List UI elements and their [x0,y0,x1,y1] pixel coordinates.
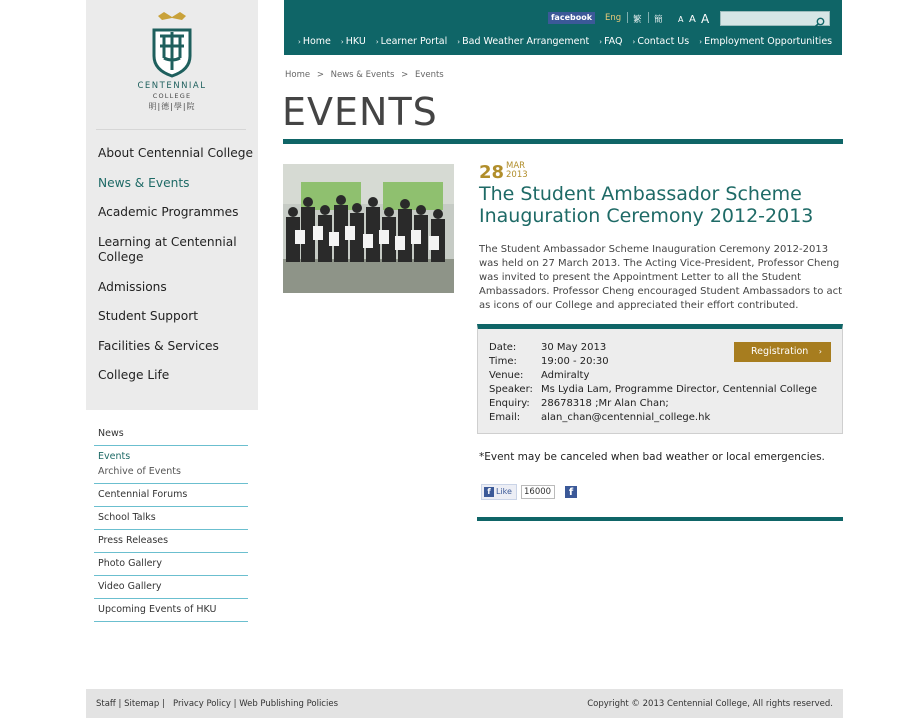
logo-chinese-name: 明|德|學|院 [148,102,196,111]
content-divider [477,517,843,521]
event-info-box [477,324,843,434]
sidebar-item-learning[interactable]: Learning at Centennial College [98,234,237,264]
subnav-school-talks[interactable]: School Talks [94,507,248,530]
breadcrumb-current: Events [414,70,444,80]
detail-speaker: Speaker: Ms Lydia Lam, Programme Director, Centennial College [489,384,818,395]
registration-button[interactable]: Registration › [734,342,831,362]
topnav-faq[interactable]: › FAQ [599,36,623,47]
sidebar-item-news-events[interactable]: News & Events [98,175,190,190]
event-month-year [506,162,528,180]
subnav-news[interactable]: News [94,423,248,446]
facebook-share-icon[interactable]: f [565,486,577,498]
facebook-icon: f [484,487,494,497]
footer-web-publishing-policies[interactable]: Web Publishing Policies [239,699,339,709]
subnav-events[interactable]: Events [98,451,131,462]
divider [96,129,246,130]
subnav-photo-gallery[interactable]: Photo Gallery [94,553,248,576]
divider [627,12,628,23]
subnav-centennial-forums[interactable]: Centennial Forums [94,484,248,507]
like-count: 16000 [521,485,555,499]
event-title: The Student Ambassador Scheme Inauguration Ceremony 2012-2013 [479,183,814,227]
sidebar-item-student-support[interactable]: Student Support [98,309,199,323]
footer [86,689,843,718]
sidebar [86,0,258,410]
lang-simplified-chinese[interactable]: 簡 [654,15,663,25]
search-input[interactable] [720,11,830,26]
topnav-employment[interactable]: › Employment Opportunities [699,36,833,47]
detail-enquiry: Enquiry: 28678318 ;Mr Alan Chan; [489,398,669,409]
detail-email: Email: alan_chan@centennial_college.hk [489,412,711,423]
detail-venue: Venue: Admiralty [489,370,590,381]
topnav-contact-us[interactable]: › Contact Us [632,36,690,47]
lang-english[interactable]: Eng [605,13,622,23]
footer-staff[interactable]: Staff [96,699,116,709]
sidebar-item-about[interactable]: About Centennial College [98,146,253,160]
topnav-bad-weather[interactable]: › Bad Weather Arrangement [457,36,590,47]
search-icon[interactable] [814,13,825,24]
top-bar [284,0,842,55]
event-photo [283,164,454,293]
logo-name: CENTENNIAL [137,81,207,91]
copyright: Copyright © 2013 Centennial College, All rights reserved. [587,699,833,709]
footer-sitemap[interactable]: Sitemap [124,699,160,709]
font-size-small[interactable]: A [678,15,684,24]
logo-sub: COLLEGE [152,92,192,100]
page-title: EVENTS [282,90,438,134]
footer-links: Staff | Sitemap | Privacy Policy | Web Publishing Policies [96,699,339,709]
breadcrumb-separator: > [401,70,409,80]
top-nav [298,36,839,47]
main-nav [98,146,253,398]
breadcrumb-home[interactable]: Home [285,70,311,80]
topnav-home[interactable]: › Home [298,36,331,47]
detail-date: Date: 30 May 2013 [489,342,607,353]
event-month: MAR [506,161,526,171]
sub-nav [94,423,248,622]
sidebar-item-academic-programmes[interactable]: Academic Programmes [98,205,239,219]
title-divider [283,139,843,144]
divider [648,12,649,23]
subnav-archive-of-events[interactable]: Archive of Events [94,464,248,484]
weather-notice: *Event may be canceled when bad weather or local emergencies. [479,451,825,463]
subnav-video-gallery[interactable]: Video Gallery [94,576,248,599]
lang-traditional-chinese[interactable]: 繁 [633,15,642,25]
breadcrumb-separator: > [316,70,324,80]
sidebar-item-facilities[interactable]: Facilities & Services [98,338,219,353]
event-description: The Student Ambassador Scheme Inauguration Ceremony 2012-2013 was held on 27 March 2013. The Acting Vice-President, Professor Cheng was invited to present the Appointment Letter to all the Student Ambassadors. Professor Cheng encouraged Student Ambassadors to act as icons of our College and appreciated their effort contributed. [479,244,843,311]
breadcrumb-news-events[interactable]: News & Events [330,70,395,80]
sidebar-item-admissions[interactable]: Admissions [98,279,167,294]
event-day: 28 [479,162,505,183]
topnav-hku[interactable]: › HKU [340,36,366,47]
breadcrumb [285,70,448,80]
crest-icon [152,12,192,78]
detail-time: Time: 19:00 - 20:30 [489,356,609,367]
college-logo[interactable] [86,12,258,112]
event-year: 2013 [506,170,528,180]
sidebar-item-college-life[interactable]: College Life [98,368,170,382]
font-size-large[interactable]: A [701,12,710,26]
topnav-learner-portal[interactable]: › Learner Portal [375,36,448,47]
font-size-medium[interactable]: A [689,14,696,25]
arrow-right-icon: › [818,347,822,356]
subnav-upcoming-events-hku[interactable]: Upcoming Events of HKU [94,599,248,622]
facebook-like-button[interactable]: f Like [481,484,517,500]
subnav-press-releases[interactable]: Press Releases [94,530,248,553]
facebook-link[interactable]: facebook [548,12,595,24]
footer-privacy-policy[interactable]: Privacy Policy [172,699,231,709]
